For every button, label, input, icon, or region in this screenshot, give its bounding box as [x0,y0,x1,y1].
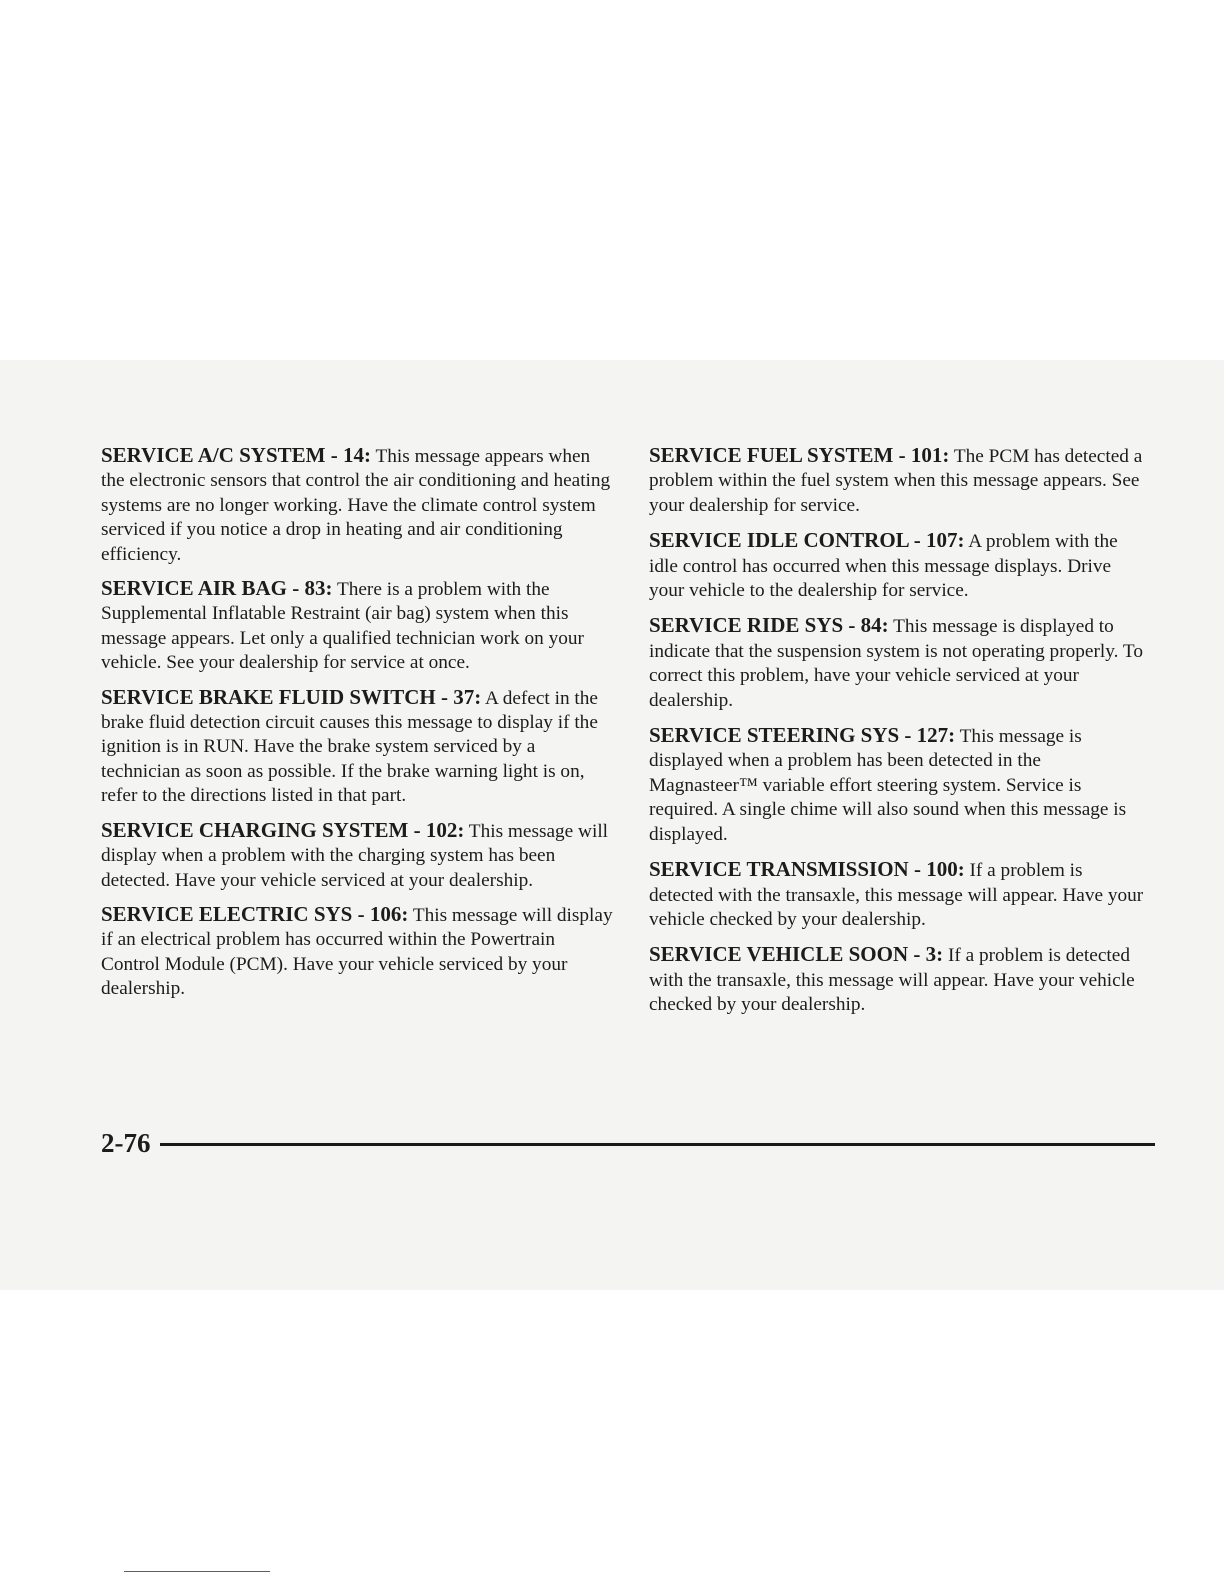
left-column [101,443,613,1011]
message-entry [101,576,613,676]
entry-text: This message will display when a problem with the charging system has been detected. Have your vehicle serviced at your dealership. [101,820,609,891]
right-column [649,443,1149,1028]
entry-heading: SERVICE VEHICLE SOON - 3: [649,942,944,967]
entry-text: This message appears when the electronic sensors that control the air conditioning and heating systems are no longer working. Have the climate control system serviced if you notice a drop in heating and air conditioning efficiency. [101,446,611,565]
entry-heading: SERVICE TRANSMISSION - 100: [649,857,965,882]
entry-text: If a problem is detected with the transaxle, this message will appear. Have your vehicle checked by your dealership. [649,860,1144,930]
entry-heading: SERVICE STEERING SYS - 127: [649,723,956,748]
page-number: 2-76 [101,1128,151,1158]
entry-heading: SERVICE A/C SYSTEM - 14: [101,443,371,467]
page-footer [101,1128,1155,1158]
entry-heading: SERVICE IDLE CONTROL - 107: [649,528,965,553]
message-entry [101,818,613,893]
entry-text: This message is displayed to indicate that the suspension system is not operating properly. To correct this problem, have your vehicle serviced at your dealership. [649,616,1143,711]
message-entry [101,902,613,1002]
message-entry [101,685,613,809]
message-entry [649,857,1149,932]
entry-heading: SERVICE CHARGING SYSTEM - 102: [101,817,465,842]
entry-heading: SERVICE RIDE SYS - 84: [649,613,889,638]
entry-heading: SERVICE FUEL SYSTEM - 101: [649,443,950,467]
message-entry [649,942,1149,1017]
link-underline[interactable] [124,1571,270,1572]
message-entry [649,528,1149,603]
message-entry [101,443,613,567]
entry-text: A problem with the idle control has occurred when this message displays. Drive your vehicle to the dealership for service. [649,531,1118,602]
message-entry [649,613,1149,713]
message-entry [649,723,1149,847]
entry-heading: SERVICE AIR BAG - 83: [101,576,333,601]
entry-text: A defect in the brake fluid detection circuit causes this message to display if the ignition is in RUN. Have the brake system serviced by a technician as soon as possible. If the brake warning light is on, refer to the directions listed in that part. [101,687,598,807]
entry-text: If a problem is detected with the transaxle, this message will appear. Have your vehicle checked by your dealership. [649,945,1135,1016]
entry-text: This message is displayed when a problem has been detected in the Magnasteer™ variable effort steering system. Service is required. A single chime will also sound when this message is displayed. [649,726,1127,845]
entry-heading: SERVICE ELECTRIC SYS - 106: [101,901,409,926]
entry-text: This message will display if an electrical problem has occurred within the Powertrain Control Module (PCM). Have your vehicle serviced by your dealership. [101,904,613,1000]
message-entry [649,443,1149,518]
entry-text: There is a problem with the Supplemental Inflatable Restraint (air bag) system when this message appears. Let only a qualified technician work on your vehicle. See your dealership for service at once. [101,579,584,674]
entry-heading: SERVICE BRAKE FLUID SWITCH - 37: [101,684,482,709]
footer-rule [160,1143,1155,1146]
entry-text: The PCM has detected a problem within the fuel system when this message appears. See your dealership for service. [649,446,1143,516]
